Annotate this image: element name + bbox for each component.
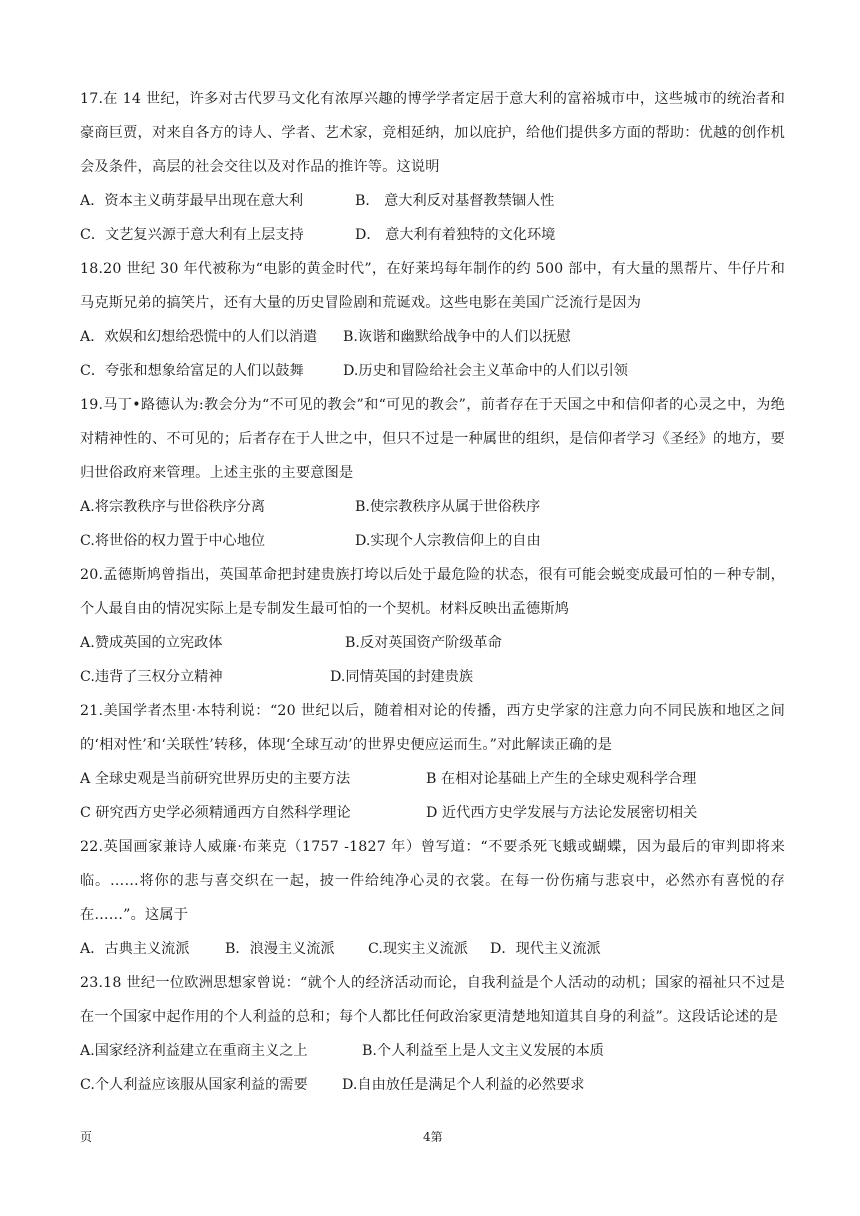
question-19 bbox=[80, 388, 785, 558]
question-stem: 22.英国画家兼诗人威廉·布莱克（1757 -1827 年）曾写道：“不要杀死飞蛾或蝴蝶，因为最后的审判即将来临。……将你的悲与喜交织在一起，披一件给纯净心灵的衣裳。在每一份伤痛与悲哀中，必然亦有喜悦的存在……”。这属于 bbox=[80, 839, 785, 923]
options-row bbox=[80, 320, 785, 354]
page-number: 4第 bbox=[423, 1130, 443, 1144]
option-b: B.使宗教秩序从属于世俗秩序 bbox=[355, 499, 541, 515]
options-row bbox=[80, 660, 785, 694]
option-d: D 近代西方史学发展与方法论发展密切相关 bbox=[426, 805, 698, 821]
option-d: D.自由放任是满足个人利益的必然要求 bbox=[342, 1077, 585, 1093]
option-d: D.同情英国的封建贵族 bbox=[330, 669, 474, 685]
option-b: B．浪漫主义流派 bbox=[225, 941, 335, 957]
option-c: C.违背了三权分立精神 bbox=[80, 669, 223, 685]
option-b: B 在相对论基础上产生的全球史观科学合理 bbox=[426, 771, 697, 787]
question-stem: 21.美国学者杰里·本特利说：“20 世纪以后，随着相对论的传播，西方史学家的注意力向不同民族和地区之间的‘相对性’和‘关联性’转移，体现‘全球互动’的世界史便应运而生。”对此解读正确的是 bbox=[80, 703, 785, 753]
options-row bbox=[80, 524, 785, 558]
options-row bbox=[80, 184, 785, 218]
page-footer-left: 页 bbox=[80, 1130, 93, 1144]
option-c: C.将世俗的权力置于中心地位 bbox=[80, 533, 266, 549]
option-c: C．文艺复兴源于意大利有上层支持 bbox=[80, 227, 304, 243]
option-d: D.历史和冒险给社会主义革命中的人们以引领 bbox=[343, 363, 628, 379]
question-22 bbox=[80, 830, 785, 966]
option-a: A．资本主义萌芽最早出现在意大利 bbox=[80, 193, 304, 209]
question-17 bbox=[80, 82, 785, 252]
option-d: D.实现个人宗教信仰上的自由 bbox=[355, 533, 541, 549]
option-a: A.国家经济利益建立在重商主义之上 bbox=[80, 1043, 308, 1059]
option-a: A.将宗教秩序与世俗秩序分离 bbox=[80, 499, 266, 515]
option-a: A.赞成英国的立宪政体 bbox=[80, 635, 223, 651]
question-23 bbox=[80, 966, 785, 1102]
option-c: C.现实主义流派 bbox=[368, 941, 468, 957]
option-a: A 全球史观是当前研究世界历史的主要方法 bbox=[80, 771, 351, 787]
question-stem: 18.20 世纪 30 年代被称为“电影的黄金时代”，在好莱坞每年制作的约 500 部中，有大量的黑帮片、牛仔片和马克斯兄弟的搞笑片，还有大量的历史冒险剧和荒诞戏。这些电影在美国广泛流行是因为 bbox=[80, 261, 785, 311]
options-row bbox=[80, 218, 785, 252]
option-c: C．夸张和想象给富足的人们以鼓舞 bbox=[80, 363, 304, 379]
question-page bbox=[80, 82, 785, 1102]
option-d: D． 意大利有着独特的文化环境 bbox=[355, 227, 556, 243]
option-c: C.个人利益应该服从国家利益的需要 bbox=[80, 1077, 308, 1093]
options-row bbox=[80, 354, 785, 388]
option-d: D．现代主义流派 bbox=[490, 941, 601, 957]
option-b: B.反对英国资产阶级革命 bbox=[345, 635, 502, 651]
options-row bbox=[80, 932, 785, 966]
options-row bbox=[80, 1068, 785, 1102]
question-18 bbox=[80, 252, 785, 388]
question-stem: 20.孟德斯鸠曾指出，英国革命把封建贵族打垮以后处于最危险的状态，很有可能会蜕变成最可怕的－种专制，个人最自由的情况实际上是专制发生最可怕的一个契机。材料反映出孟德斯鸠 bbox=[80, 567, 785, 617]
question-stem: 17.在 14 世纪，许多对古代罗马文化有浓厚兴趣的博学学者定居于意大利的富裕城市中，这些城市的统治者和豪商巨贾，对来自各方的诗人、学者、艺术家，竞相延纳，加以庇护，给他们提供多方面的帮助：优越的创作机会及条件，高层的社会交往以及对作品的推许等。这说明 bbox=[80, 91, 785, 175]
question-20 bbox=[80, 558, 785, 694]
options-row bbox=[80, 626, 785, 660]
option-b: B.诙谐和幽默给战争中的人们以抚慰 bbox=[343, 329, 571, 345]
question-stem: 19.马丁•路德认为:教会分为“不可见的教会”和“可见的教会”，前者存在于天国之中和信仰者的心灵之中，为绝对精神性的、不可见的；后者存在于人世之中，但只不过是一种属世的组织，是信仰者学习《圣经》的地方，要归世俗政府来管理。上述主张的主要意图是 bbox=[80, 397, 785, 481]
options-row bbox=[80, 796, 785, 830]
option-a: A．古典主义流派 bbox=[80, 941, 190, 957]
option-b: B.个人利益至上是人文主义发展的本质 bbox=[362, 1043, 604, 1059]
question-21 bbox=[80, 694, 785, 830]
question-stem: 23.18 世纪一位欧洲思想家曾说：“就个人的经济活动而论，自我利益是个人活动的动机；国家的福祉只不过是在一个国家中起作用的个人利益的总和；每个人都比任何政治家更清楚地知道其自身的利益”。这段话论述的是 bbox=[80, 975, 785, 1025]
option-a: A．欢娱和幻想给恐慌中的人们以消遣 bbox=[80, 329, 318, 345]
option-b: B． 意大利反对基督教禁锢人性 bbox=[355, 193, 555, 209]
options-row bbox=[80, 490, 785, 524]
options-row bbox=[80, 762, 785, 796]
options-row bbox=[80, 1034, 785, 1068]
option-c: C 研究西方史学必须精通西方自然科学理论 bbox=[80, 805, 351, 821]
